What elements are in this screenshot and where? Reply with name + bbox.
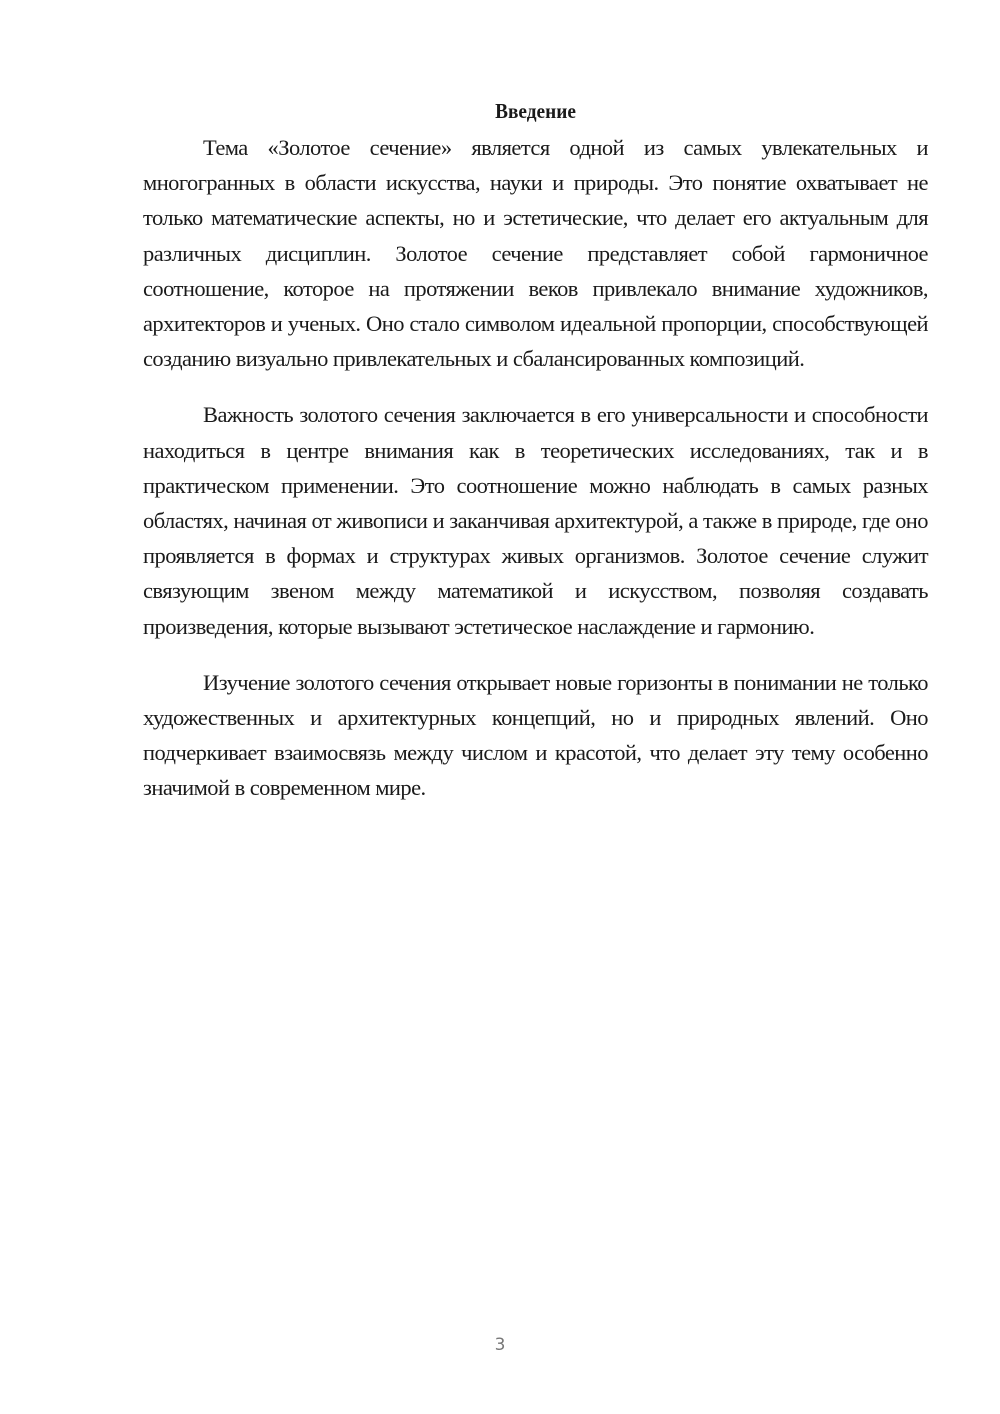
paragraph-1: Тема «Золотое сечение» является одной из самых увлекательных и многогранных в области искусства, науки и природы. Это понятие охватывает не только математические аспекты, но и эстетические, что делает его актуальным для различных дисциплин. Золотое сечение представляет собой гармоничное соотношение, которое на протяжении веков привлекало внимание художников, архитекторов и ученых. Оно стало символом идеальной пропорции, способствующей созданию визуально привлекательных и сбалансированных композиций. <box>143 135 928 372</box>
paragraph-3: Изучение золотого сечения открывает новые горизонты в понимании не только художественных и архитектурных концепций, но и природных явлений. Оно подчеркивает взаимосвязь между числом и красотой, что делает эту тему особенно значимой в современном мире. <box>143 669 928 801</box>
paragraph-2: Важность золотого сечения заключается в его универсальности и способности находиться в центре внимания как в теоретических исследованиях, так и в практическом применении. Это соотношение можно наблюдать в самых разных областях, начиная от живописи и заканчивая архитектурой, а также в природе, где оно проявляется в формах и структурах живых организмов. Золотое сечение служит связующим звеном между математикой и искусством, позволяя создавать произведения, которые вызывают эстетическое наслаждение и гармонию. <box>143 402 928 639</box>
section-title: Введение <box>495 99 576 123</box>
page-content <box>143 96 928 827</box>
page-number: 3 <box>494 1335 506 1355</box>
